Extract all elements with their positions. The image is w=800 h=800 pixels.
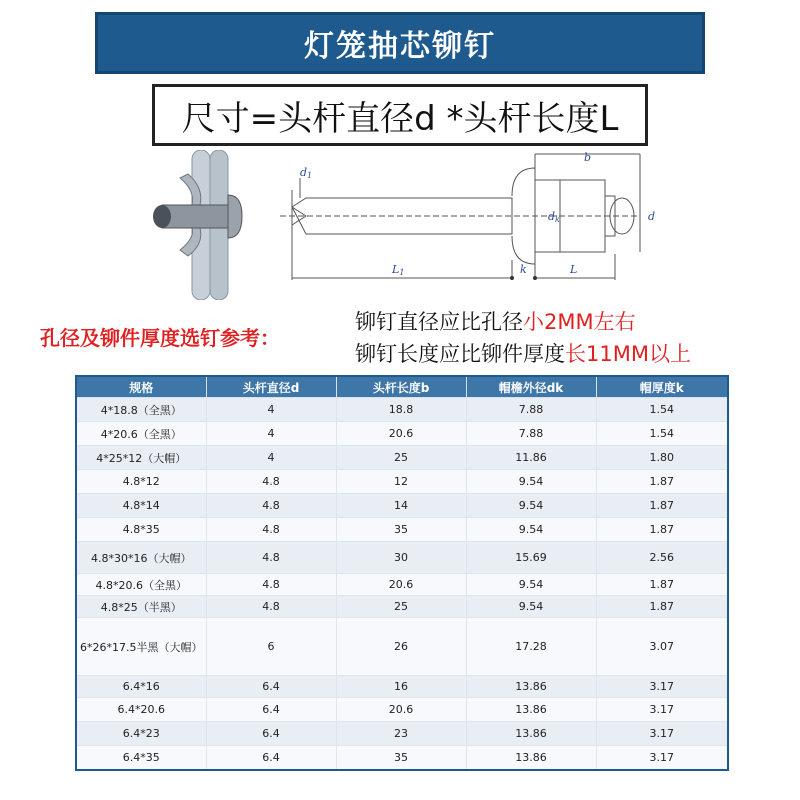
table-cell: 20.6 — [336, 574, 466, 596]
dim-marker-k-right — [533, 276, 537, 280]
table-cell: 7.88 — [466, 422, 596, 446]
table-cell: 2.56 — [596, 542, 728, 574]
table-cell: 12 — [336, 470, 466, 494]
label-dk: dk — [548, 210, 560, 224]
label-d: d — [648, 210, 656, 223]
size-formula-box — [152, 84, 648, 146]
table-cell: 13.86 — [466, 698, 596, 722]
table-body — [76, 398, 728, 770]
label-b: b — [584, 151, 592, 164]
table-row — [76, 470, 728, 494]
table-cell: 1.80 — [596, 446, 728, 470]
table-cell: 6.4*20.6 — [76, 698, 206, 722]
technical-drawing — [280, 154, 640, 280]
table-cell: 14 — [336, 494, 466, 518]
diameter-tip-text: 铆钉直径应比孔径 — [355, 310, 523, 334]
table-cell: 13.86 — [466, 746, 596, 770]
table-cell: 13.86 — [466, 722, 596, 746]
table-cell: 3.07 — [596, 618, 728, 676]
table-row — [76, 746, 728, 770]
table-cell: 4*20.6（全黑） — [76, 422, 206, 446]
table-cell: 13.86 — [466, 676, 596, 698]
table-cell: 6.4 — [206, 698, 336, 722]
table-cell: 35 — [336, 518, 466, 542]
table-row — [76, 494, 728, 518]
table-cell: 25 — [336, 596, 466, 618]
length-tip-text: 铆钉长度应比铆件厚度 — [355, 342, 565, 366]
table-row — [76, 596, 728, 618]
table-cell: 4.8 — [206, 470, 336, 494]
table-cell: 16 — [336, 676, 466, 698]
diameter-tip-highlight: 小2MM左右 — [523, 310, 636, 334]
dim-marker-k-left — [510, 276, 514, 280]
spec-table — [75, 375, 729, 771]
table-row — [76, 676, 728, 698]
table-cell: 1.87 — [596, 596, 728, 618]
label-L: L — [570, 263, 578, 276]
table-cell: 6.4*16 — [76, 676, 206, 698]
table-row — [76, 618, 728, 676]
table-cell: 4 — [206, 422, 336, 446]
rivet-shank — [162, 205, 232, 228]
table-cell: 7.88 — [466, 398, 596, 422]
table-cell: 20.6 — [336, 422, 466, 446]
table-cell: 9.54 — [466, 518, 596, 542]
table-cell: 25 — [336, 446, 466, 470]
table-cell: 3.17 — [596, 746, 728, 770]
table-cell: 9.54 — [466, 494, 596, 518]
table-cell: 9.54 — [466, 574, 596, 596]
table-row — [76, 422, 728, 446]
header-diameter: 头杆直径d — [206, 376, 336, 398]
table-cell: 9.54 — [466, 470, 596, 494]
table-cell: 6.4*35 — [76, 746, 206, 770]
diameter-tip — [355, 306, 636, 336]
table-cell: 4 — [206, 446, 336, 470]
table-cell: 9.54 — [466, 596, 596, 618]
table-cell: 35 — [336, 746, 466, 770]
table-row — [76, 446, 728, 470]
table-cell: 4.8*35 — [76, 518, 206, 542]
label-d1: d1 — [300, 166, 313, 180]
table-cell: 4*18.8（全黑） — [76, 398, 206, 422]
reference-label: 孔径及铆件厚度选钉参考： — [40, 326, 280, 350]
table-cell: 4.8*14 — [76, 494, 206, 518]
length-tip — [355, 338, 691, 368]
title-banner — [95, 12, 705, 74]
header-head-diameter: 帽檐外径dk — [466, 376, 596, 398]
table-cell: 30 — [336, 542, 466, 574]
label-k: k — [520, 263, 527, 276]
table-cell: 23 — [336, 722, 466, 746]
dim-labels — [300, 151, 655, 277]
table-cell: 4.8*12 — [76, 470, 206, 494]
mandrel-head — [153, 205, 171, 228]
table-cell: 1.54 — [596, 398, 728, 422]
spec-table-wrapper — [75, 375, 727, 771]
table-header-row — [76, 376, 728, 398]
page-title: 灯笼抽芯铆钉 — [304, 29, 496, 64]
table-cell: 4.8*20.6（全黑） — [76, 574, 206, 596]
rivet-head — [228, 195, 242, 238]
size-formula: 尺寸=头杆直径d *头杆长度L — [181, 98, 619, 139]
rivet-diagram — [140, 150, 660, 300]
table-cell: 3.17 — [596, 698, 728, 722]
header-length: 头杆长度b — [336, 376, 466, 398]
table-row — [76, 518, 728, 542]
table-cell: 18.8 — [336, 398, 466, 422]
table-cell: 11.86 — [466, 446, 596, 470]
table-cell: 4*25*12（大帽） — [76, 446, 206, 470]
table-cell: 6.4 — [206, 722, 336, 746]
table-cell: 4.8*25（半黑） — [76, 596, 206, 618]
table-cell: 4.8*30*16（大帽） — [76, 542, 206, 574]
table-cell: 1.54 — [596, 422, 728, 446]
installed-rivet-illustration — [153, 150, 242, 300]
table-cell: 1.87 — [596, 494, 728, 518]
table-row — [76, 698, 728, 722]
table-cell: 6.4*23 — [76, 722, 206, 746]
table-cell: 4.8 — [206, 542, 336, 574]
header-head-thickness: 帽厚度k — [596, 376, 728, 398]
table-cell: 15.69 — [466, 542, 596, 574]
length-tip-highlight: 长11MM以上 — [565, 342, 691, 366]
table-cell: 3.17 — [596, 676, 728, 698]
dim-markers — [510, 276, 537, 280]
table-cell: 17.28 — [466, 618, 596, 676]
table-row — [76, 574, 728, 596]
table-cell: 26 — [336, 618, 466, 676]
table-cell: 3.17 — [596, 722, 728, 746]
table-cell: 1.87 — [596, 470, 728, 494]
table-cell: 4.8 — [206, 494, 336, 518]
table-cell: 1.87 — [596, 574, 728, 596]
table-cell: 20.6 — [336, 698, 466, 722]
table-cell: 1.87 — [596, 518, 728, 542]
table-row — [76, 398, 728, 422]
table-cell: 6 — [206, 618, 336, 676]
table-cell: 6*26*17.5半黑（大帽） — [76, 618, 206, 676]
header-spec: 规格 — [76, 376, 206, 398]
table-cell: 6.4 — [206, 676, 336, 698]
table-row — [76, 542, 728, 574]
table-cell: 4.8 — [206, 574, 336, 596]
table-cell: 4 — [206, 398, 336, 422]
table-cell: 4.8 — [206, 596, 336, 618]
label-L1: L1 — [392, 263, 405, 277]
table-row — [76, 722, 728, 746]
table-cell: 6.4 — [206, 746, 336, 770]
table-cell: 4.8 — [206, 518, 336, 542]
